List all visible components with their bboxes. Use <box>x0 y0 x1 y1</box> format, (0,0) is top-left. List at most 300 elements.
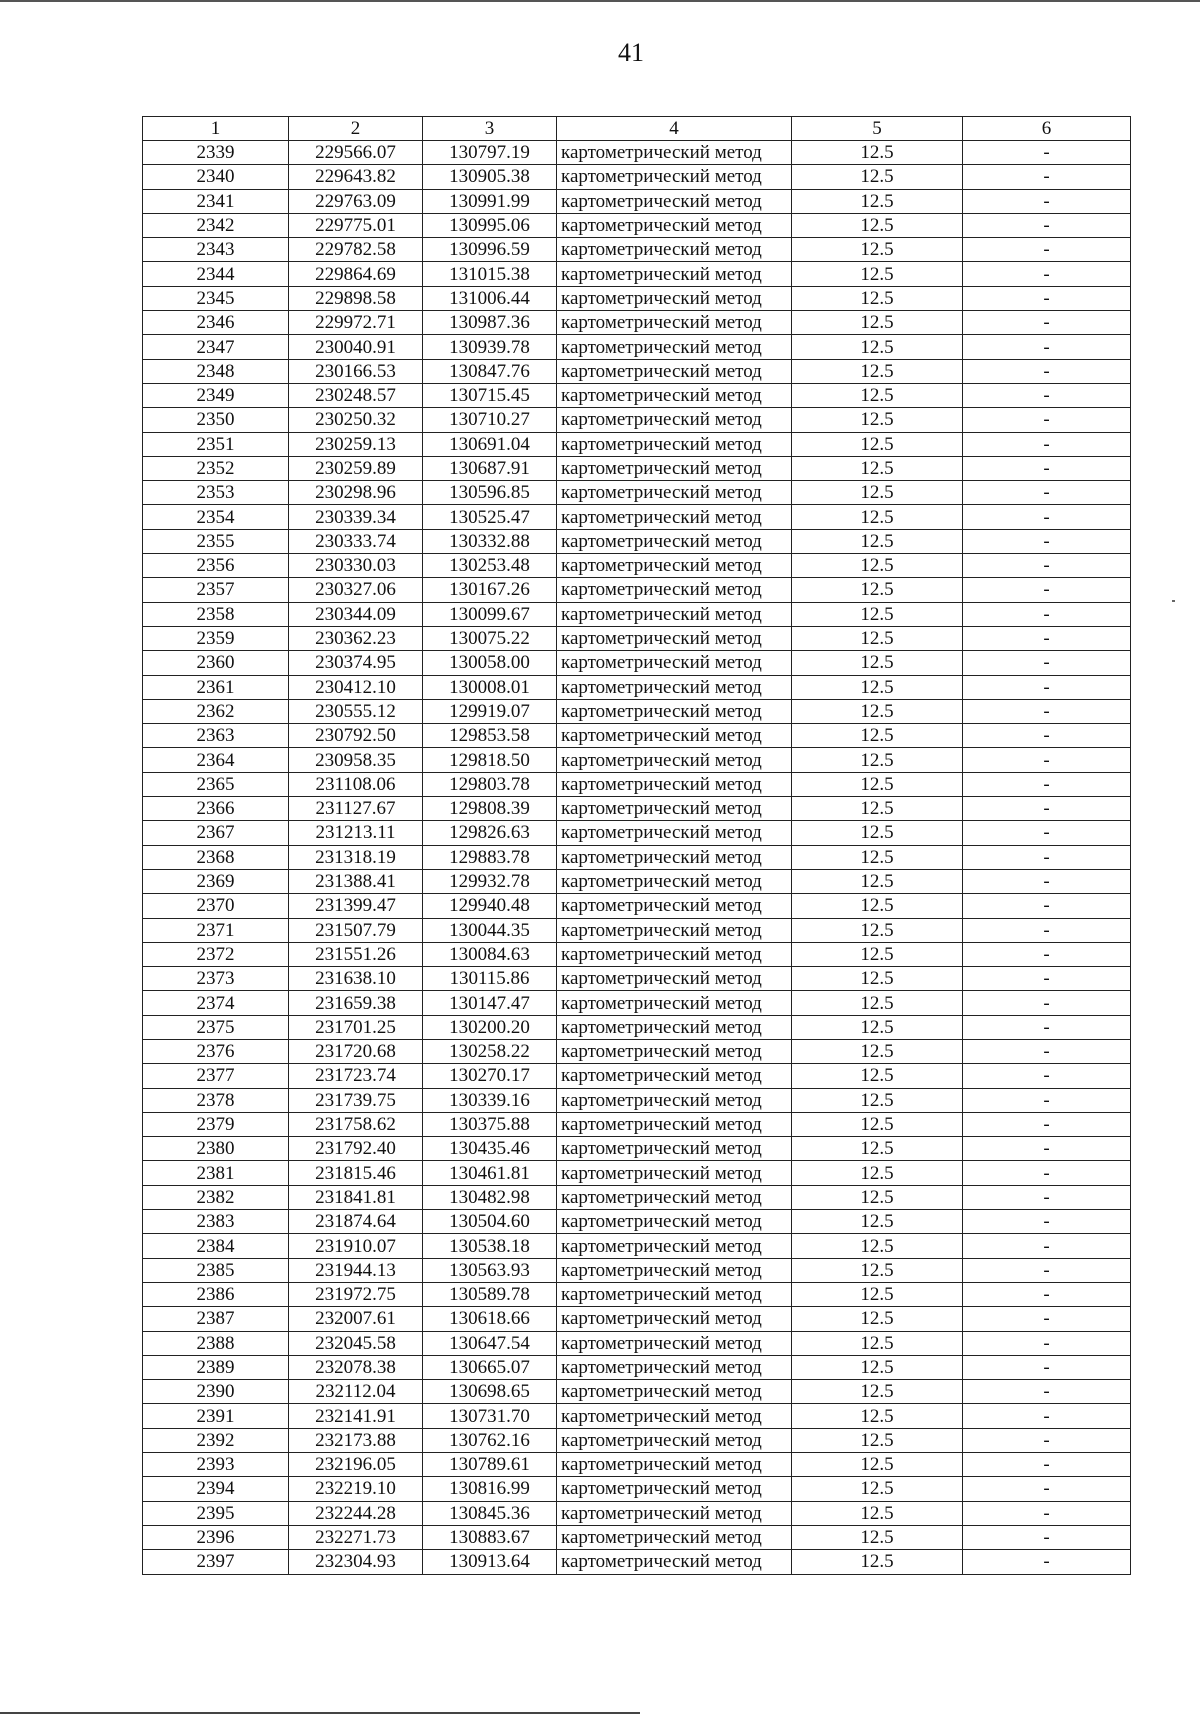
table-row <box>143 1525 1131 1549</box>
y-coordinate-cell: 130044.35 <box>423 918 557 942</box>
accuracy-cell: 12.5 <box>792 772 963 796</box>
y-coordinate-cell: 130538.18 <box>423 1234 557 1258</box>
note-cell: - <box>963 1234 1131 1258</box>
x-coordinate-cell: 231659.38 <box>289 991 423 1015</box>
point-number-cell: 2375 <box>143 1015 289 1039</box>
table-row <box>143 481 1131 505</box>
accuracy-cell: 12.5 <box>792 845 963 869</box>
x-coordinate-cell: 230327.06 <box>289 578 423 602</box>
method-cell: картометрический метод <box>557 772 792 796</box>
note-cell: - <box>963 456 1131 480</box>
y-coordinate-cell: 130270.17 <box>423 1064 557 1088</box>
method-cell: картометрический метод <box>557 797 792 821</box>
method-cell: картометрический метод <box>557 1428 792 1452</box>
table-row <box>143 1039 1131 1063</box>
accuracy-cell: 12.5 <box>792 578 963 602</box>
table-row <box>143 1404 1131 1428</box>
y-coordinate-cell: 130332.88 <box>423 529 557 553</box>
point-number-cell: 2380 <box>143 1137 289 1161</box>
y-coordinate-cell: 129883.78 <box>423 845 557 869</box>
y-coordinate-cell: 130258.22 <box>423 1039 557 1063</box>
y-coordinate-cell: 129826.63 <box>423 821 557 845</box>
y-coordinate-cell: 130115.86 <box>423 967 557 991</box>
point-number-cell: 2361 <box>143 675 289 699</box>
scan-speck <box>1172 600 1175 602</box>
point-number-cell: 2390 <box>143 1380 289 1404</box>
table-row <box>143 408 1131 432</box>
method-cell: картометрический метод <box>557 262 792 286</box>
method-cell: картометрический метод <box>557 359 792 383</box>
table-row <box>143 918 1131 942</box>
point-number-cell: 2383 <box>143 1210 289 1234</box>
table-row <box>143 772 1131 796</box>
note-cell: - <box>963 1404 1131 1428</box>
note-cell: - <box>963 1453 1131 1477</box>
point-number-cell: 2392 <box>143 1428 289 1452</box>
note-cell: - <box>963 651 1131 675</box>
y-coordinate-cell: 130525.47 <box>423 505 557 529</box>
table-header-row <box>143 117 1131 141</box>
accuracy-cell: 12.5 <box>792 238 963 262</box>
note-cell: - <box>963 165 1131 189</box>
method-cell: картометрический метод <box>557 1064 792 1088</box>
accuracy-cell: 12.5 <box>792 894 963 918</box>
point-number-cell: 2354 <box>143 505 289 529</box>
point-number-cell: 2385 <box>143 1258 289 1282</box>
method-cell: картометрический метод <box>557 383 792 407</box>
y-coordinate-cell: 130715.45 <box>423 383 557 407</box>
table-row <box>143 554 1131 578</box>
note-cell: - <box>963 1137 1131 1161</box>
y-coordinate-cell: 130099.67 <box>423 602 557 626</box>
y-coordinate-cell: 130995.06 <box>423 213 557 237</box>
table-row <box>143 1355 1131 1379</box>
table-row <box>143 869 1131 893</box>
accuracy-cell: 12.5 <box>792 1331 963 1355</box>
y-coordinate-cell: 130375.88 <box>423 1112 557 1136</box>
x-coordinate-cell: 229643.82 <box>289 165 423 189</box>
method-cell: картометрический метод <box>557 165 792 189</box>
note-cell: - <box>963 1064 1131 1088</box>
method-cell: картометрический метод <box>557 1453 792 1477</box>
accuracy-cell: 12.5 <box>792 1282 963 1306</box>
accuracy-cell: 12.5 <box>792 991 963 1015</box>
x-coordinate-cell: 230374.95 <box>289 651 423 675</box>
accuracy-cell: 12.5 <box>792 432 963 456</box>
x-coordinate-cell: 231815.46 <box>289 1161 423 1185</box>
y-coordinate-cell: 130698.65 <box>423 1380 557 1404</box>
x-coordinate-cell: 231792.40 <box>289 1137 423 1161</box>
point-number-cell: 2363 <box>143 724 289 748</box>
method-cell: картометрический метод <box>557 724 792 748</box>
scan-edge-top <box>0 0 1200 2</box>
accuracy-cell: 12.5 <box>792 1161 963 1185</box>
header-cell-3: 3 <box>423 117 557 141</box>
point-number-cell: 2367 <box>143 821 289 845</box>
note-cell: - <box>963 505 1131 529</box>
x-coordinate-cell: 232244.28 <box>289 1501 423 1525</box>
note-cell: - <box>963 432 1131 456</box>
point-number-cell: 2382 <box>143 1185 289 1209</box>
accuracy-cell: 12.5 <box>792 359 963 383</box>
accuracy-cell: 12.5 <box>792 748 963 772</box>
table-row <box>143 699 1131 723</box>
point-number-cell: 2389 <box>143 1355 289 1379</box>
x-coordinate-cell: 231739.75 <box>289 1088 423 1112</box>
coordinates-table-wrapper <box>142 116 1131 1575</box>
method-cell: картометрический метод <box>557 942 792 966</box>
point-number-cell: 2370 <box>143 894 289 918</box>
table-row <box>143 626 1131 650</box>
y-coordinate-cell: 130589.78 <box>423 1282 557 1306</box>
table-row <box>143 942 1131 966</box>
note-cell: - <box>963 481 1131 505</box>
accuracy-cell: 12.5 <box>792 408 963 432</box>
note-cell: - <box>963 1088 1131 1112</box>
note-cell: - <box>963 238 1131 262</box>
x-coordinate-cell: 229763.09 <box>289 189 423 213</box>
method-cell: картометрический метод <box>557 1550 792 1574</box>
x-coordinate-cell: 232141.91 <box>289 1404 423 1428</box>
note-cell: - <box>963 967 1131 991</box>
note-cell: - <box>963 869 1131 893</box>
y-coordinate-cell: 130789.61 <box>423 1453 557 1477</box>
header-cell-5: 5 <box>792 117 963 141</box>
point-number-cell: 2340 <box>143 165 289 189</box>
point-number-cell: 2381 <box>143 1161 289 1185</box>
y-coordinate-cell: 130253.48 <box>423 554 557 578</box>
x-coordinate-cell: 231758.62 <box>289 1112 423 1136</box>
note-cell: - <box>963 724 1131 748</box>
point-number-cell: 2339 <box>143 141 289 165</box>
y-coordinate-cell: 130991.99 <box>423 189 557 213</box>
accuracy-cell: 12.5 <box>792 481 963 505</box>
x-coordinate-cell: 230333.74 <box>289 529 423 553</box>
table-row <box>143 991 1131 1015</box>
accuracy-cell: 12.5 <box>792 821 963 845</box>
accuracy-cell: 12.5 <box>792 1015 963 1039</box>
accuracy-cell: 12.5 <box>792 1112 963 1136</box>
note-cell: - <box>963 1331 1131 1355</box>
method-cell: картометрический метод <box>557 1015 792 1039</box>
accuracy-cell: 12.5 <box>792 189 963 213</box>
table-row <box>143 1210 1131 1234</box>
table-row <box>143 286 1131 310</box>
point-number-cell: 2347 <box>143 335 289 359</box>
y-coordinate-cell: 131015.38 <box>423 262 557 286</box>
table-row <box>143 724 1131 748</box>
y-coordinate-cell: 129853.58 <box>423 724 557 748</box>
y-coordinate-cell: 130996.59 <box>423 238 557 262</box>
accuracy-cell: 12.5 <box>792 1501 963 1525</box>
x-coordinate-cell: 231720.68 <box>289 1039 423 1063</box>
method-cell: картометрический метод <box>557 1282 792 1306</box>
method-cell: картометрический метод <box>557 1380 792 1404</box>
x-coordinate-cell: 231910.07 <box>289 1234 423 1258</box>
y-coordinate-cell: 130008.01 <box>423 675 557 699</box>
method-cell: картометрический метод <box>557 918 792 942</box>
x-coordinate-cell: 231723.74 <box>289 1064 423 1088</box>
accuracy-cell: 12.5 <box>792 602 963 626</box>
y-coordinate-cell: 130816.99 <box>423 1477 557 1501</box>
accuracy-cell: 12.5 <box>792 529 963 553</box>
y-coordinate-cell: 130200.20 <box>423 1015 557 1039</box>
accuracy-cell: 12.5 <box>792 869 963 893</box>
note-cell: - <box>963 942 1131 966</box>
table-row <box>143 1453 1131 1477</box>
point-number-cell: 2379 <box>143 1112 289 1136</box>
table-row <box>143 1258 1131 1282</box>
table-row <box>143 967 1131 991</box>
y-coordinate-cell: 130618.66 <box>423 1307 557 1331</box>
scan-edge-bottom <box>0 1712 640 1714</box>
point-number-cell: 2358 <box>143 602 289 626</box>
method-cell: картометрический метод <box>557 1137 792 1161</box>
point-number-cell: 2377 <box>143 1064 289 1088</box>
table-row <box>143 311 1131 335</box>
note-cell: - <box>963 1501 1131 1525</box>
y-coordinate-cell: 130913.64 <box>423 1550 557 1574</box>
method-cell: картометрический метод <box>557 1404 792 1428</box>
note-cell: - <box>963 772 1131 796</box>
method-cell: картометрический метод <box>557 481 792 505</box>
method-cell: картометрический метод <box>557 1258 792 1282</box>
point-number-cell: 2349 <box>143 383 289 407</box>
accuracy-cell: 12.5 <box>792 1477 963 1501</box>
method-cell: картометрический метод <box>557 1355 792 1379</box>
table-row <box>143 1064 1131 1088</box>
method-cell: картометрический метод <box>557 554 792 578</box>
y-coordinate-cell: 130084.63 <box>423 942 557 966</box>
x-coordinate-cell: 230040.91 <box>289 335 423 359</box>
table-row <box>143 1428 1131 1452</box>
accuracy-cell: 12.5 <box>792 1404 963 1428</box>
point-number-cell: 2378 <box>143 1088 289 1112</box>
note-cell: - <box>963 675 1131 699</box>
header-cell-2: 2 <box>289 117 423 141</box>
method-cell: картометрический метод <box>557 408 792 432</box>
point-number-cell: 2357 <box>143 578 289 602</box>
x-coordinate-cell: 230330.03 <box>289 554 423 578</box>
y-coordinate-cell: 130147.47 <box>423 991 557 1015</box>
note-cell: - <box>963 141 1131 165</box>
point-number-cell: 2355 <box>143 529 289 553</box>
x-coordinate-cell: 230362.23 <box>289 626 423 650</box>
method-cell: картометрический метод <box>557 1477 792 1501</box>
method-cell: картометрический метод <box>557 991 792 1015</box>
y-coordinate-cell: 130167.26 <box>423 578 557 602</box>
point-number-cell: 2374 <box>143 991 289 1015</box>
accuracy-cell: 12.5 <box>792 1185 963 1209</box>
table-row <box>143 675 1131 699</box>
note-cell: - <box>963 845 1131 869</box>
method-cell: картометрический метод <box>557 286 792 310</box>
method-cell: картометрический метод <box>557 311 792 335</box>
note-cell: - <box>963 991 1131 1015</box>
point-number-cell: 2353 <box>143 481 289 505</box>
method-cell: картометрический метод <box>557 1210 792 1234</box>
note-cell: - <box>963 335 1131 359</box>
method-cell: картометрический метод <box>557 213 792 237</box>
y-coordinate-cell: 130762.16 <box>423 1428 557 1452</box>
note-cell: - <box>963 626 1131 650</box>
table-row <box>143 1307 1131 1331</box>
note-cell: - <box>963 1112 1131 1136</box>
table-row <box>143 821 1131 845</box>
point-number-cell: 2364 <box>143 748 289 772</box>
table-row <box>143 651 1131 675</box>
point-number-cell: 2373 <box>143 967 289 991</box>
x-coordinate-cell: 232112.04 <box>289 1380 423 1404</box>
accuracy-cell: 12.5 <box>792 286 963 310</box>
x-coordinate-cell: 232007.61 <box>289 1307 423 1331</box>
table-row <box>143 1282 1131 1306</box>
point-number-cell: 2345 <box>143 286 289 310</box>
x-coordinate-cell: 230166.53 <box>289 359 423 383</box>
accuracy-cell: 12.5 <box>792 1088 963 1112</box>
method-cell: картометрический метод <box>557 748 792 772</box>
method-cell: картометрический метод <box>557 432 792 456</box>
x-coordinate-cell: 230412.10 <box>289 675 423 699</box>
table-row <box>143 1331 1131 1355</box>
table-row <box>143 1380 1131 1404</box>
table-row <box>143 432 1131 456</box>
x-coordinate-cell: 232271.73 <box>289 1525 423 1549</box>
point-number-cell: 2366 <box>143 797 289 821</box>
note-cell: - <box>963 1015 1131 1039</box>
y-coordinate-cell: 130731.70 <box>423 1404 557 1428</box>
x-coordinate-cell: 230248.57 <box>289 383 423 407</box>
table-row <box>143 748 1131 772</box>
accuracy-cell: 12.5 <box>792 505 963 529</box>
x-coordinate-cell: 232045.58 <box>289 1331 423 1355</box>
note-cell: - <box>963 1210 1131 1234</box>
point-number-cell: 2351 <box>143 432 289 456</box>
y-coordinate-cell: 129803.78 <box>423 772 557 796</box>
header-cell-1: 1 <box>143 117 289 141</box>
accuracy-cell: 12.5 <box>792 1210 963 1234</box>
x-coordinate-cell: 230958.35 <box>289 748 423 772</box>
y-coordinate-cell: 129818.50 <box>423 748 557 772</box>
x-coordinate-cell: 231841.81 <box>289 1185 423 1209</box>
method-cell: картометрический метод <box>557 602 792 626</box>
accuracy-cell: 12.5 <box>792 626 963 650</box>
method-cell: картометрический метод <box>557 967 792 991</box>
method-cell: картометрический метод <box>557 1039 792 1063</box>
table-row <box>143 238 1131 262</box>
y-coordinate-cell: 130710.27 <box>423 408 557 432</box>
accuracy-cell: 12.5 <box>792 1550 963 1574</box>
point-number-cell: 2369 <box>143 869 289 893</box>
y-coordinate-cell: 131006.44 <box>423 286 557 310</box>
y-coordinate-cell: 130687.91 <box>423 456 557 480</box>
note-cell: - <box>963 1477 1131 1501</box>
accuracy-cell: 12.5 <box>792 699 963 723</box>
table-row <box>143 359 1131 383</box>
note-cell: - <box>963 1039 1131 1063</box>
note-cell: - <box>963 1428 1131 1452</box>
y-coordinate-cell: 130563.93 <box>423 1258 557 1282</box>
accuracy-cell: 12.5 <box>792 554 963 578</box>
method-cell: картометрический метод <box>557 1161 792 1185</box>
accuracy-cell: 12.5 <box>792 724 963 748</box>
method-cell: картометрический метод <box>557 456 792 480</box>
note-cell: - <box>963 213 1131 237</box>
y-coordinate-cell: 130339.16 <box>423 1088 557 1112</box>
point-number-cell: 2388 <box>143 1331 289 1355</box>
accuracy-cell: 12.5 <box>792 1380 963 1404</box>
x-coordinate-cell: 231108.06 <box>289 772 423 796</box>
table-row <box>143 335 1131 359</box>
table-row <box>143 262 1131 286</box>
method-cell: картометрический метод <box>557 1501 792 1525</box>
point-number-cell: 2346 <box>143 311 289 335</box>
point-number-cell: 2344 <box>143 262 289 286</box>
table-row <box>143 1234 1131 1258</box>
method-cell: картометрический метод <box>557 869 792 893</box>
note-cell: - <box>963 189 1131 213</box>
accuracy-cell: 12.5 <box>792 967 963 991</box>
note-cell: - <box>963 748 1131 772</box>
point-number-cell: 2372 <box>143 942 289 966</box>
method-cell: картометрический метод <box>557 529 792 553</box>
x-coordinate-cell: 231507.79 <box>289 918 423 942</box>
method-cell: картометрический метод <box>557 238 792 262</box>
accuracy-cell: 12.5 <box>792 1039 963 1063</box>
accuracy-cell: 12.5 <box>792 311 963 335</box>
note-cell: - <box>963 1355 1131 1379</box>
accuracy-cell: 12.5 <box>792 1258 963 1282</box>
x-coordinate-cell: 231318.19 <box>289 845 423 869</box>
x-coordinate-cell: 231874.64 <box>289 1210 423 1234</box>
method-cell: картометрический метод <box>557 699 792 723</box>
x-coordinate-cell: 230259.89 <box>289 456 423 480</box>
header-cell-6: 6 <box>963 117 1131 141</box>
x-coordinate-cell: 230298.96 <box>289 481 423 505</box>
table-row <box>143 1501 1131 1525</box>
x-coordinate-cell: 230555.12 <box>289 699 423 723</box>
note-cell: - <box>963 1161 1131 1185</box>
method-cell: картометрический метод <box>557 1307 792 1331</box>
method-cell: картометрический метод <box>557 845 792 869</box>
table-row <box>143 505 1131 529</box>
x-coordinate-cell: 231213.11 <box>289 821 423 845</box>
note-cell: - <box>963 1307 1131 1331</box>
table-row <box>143 529 1131 553</box>
point-number-cell: 2356 <box>143 554 289 578</box>
table-row <box>143 1112 1131 1136</box>
method-cell: картометрический метод <box>557 626 792 650</box>
x-coordinate-cell: 231972.75 <box>289 1282 423 1306</box>
accuracy-cell: 12.5 <box>792 335 963 359</box>
x-coordinate-cell: 229566.07 <box>289 141 423 165</box>
x-coordinate-cell: 230339.34 <box>289 505 423 529</box>
x-coordinate-cell: 232078.38 <box>289 1355 423 1379</box>
accuracy-cell: 12.5 <box>792 942 963 966</box>
table-row <box>143 1161 1131 1185</box>
accuracy-cell: 12.5 <box>792 797 963 821</box>
y-coordinate-cell: 130905.38 <box>423 165 557 189</box>
point-number-cell: 2342 <box>143 213 289 237</box>
y-coordinate-cell: 130883.67 <box>423 1525 557 1549</box>
x-coordinate-cell: 231127.67 <box>289 797 423 821</box>
point-number-cell: 2394 <box>143 1477 289 1501</box>
table-row <box>143 383 1131 407</box>
method-cell: картометрический метод <box>557 675 792 699</box>
y-coordinate-cell: 129932.78 <box>423 869 557 893</box>
y-coordinate-cell: 130987.36 <box>423 311 557 335</box>
note-cell: - <box>963 529 1131 553</box>
